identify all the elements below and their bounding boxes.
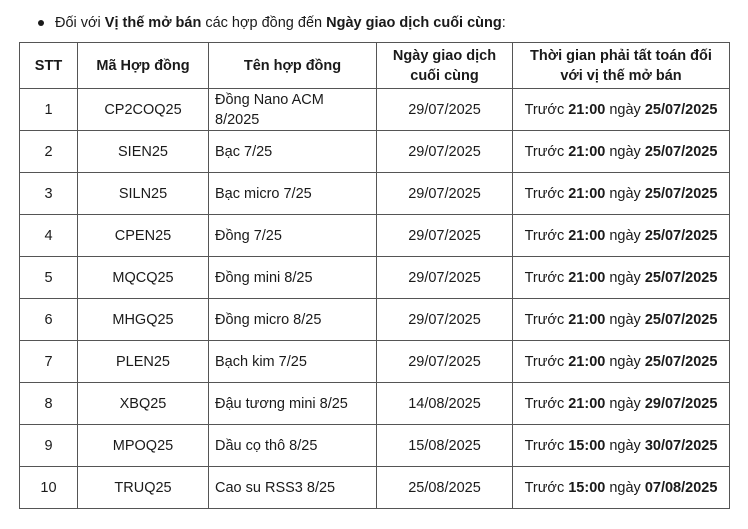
- cell-name: Đồng Nano ACM 8/2025: [209, 89, 377, 131]
- table-row: [20, 299, 730, 341]
- cell-last-day: 14/08/2025: [377, 383, 513, 425]
- deadline-time: 21:00: [568, 395, 606, 412]
- table-row: [20, 467, 730, 509]
- deadline-before: Trước: [524, 185, 569, 202]
- intro-text: [55, 15, 506, 31]
- table-row: [20, 89, 730, 131]
- cell-name: Đồng 7/25: [209, 215, 377, 257]
- deadline-day-word: ngày: [605, 479, 645, 496]
- cell-name: Bạch kim 7/25: [209, 341, 377, 383]
- deadline-before: Trước: [524, 437, 569, 454]
- deadline-day-word: ngày: [605, 437, 645, 454]
- intro-middle: các hợp đồng đến: [201, 15, 327, 31]
- cell-deadline: [513, 425, 730, 467]
- cell-code: PLEN25: [78, 341, 209, 383]
- deadline-day-word: ngày: [605, 101, 645, 118]
- deadline-time: 21:00: [568, 101, 606, 118]
- header-deadline: Thời gian phải tất toán đối với vị thế mở bán: [513, 43, 730, 89]
- deadline-date: 25/07/2025: [644, 353, 718, 370]
- cell-deadline: [513, 173, 730, 215]
- cell-last-day: 29/07/2025: [377, 257, 513, 299]
- deadline-day-word: ngày: [605, 185, 645, 202]
- deadline-day-word: ngày: [605, 395, 645, 412]
- intro-date-label: Ngày giao dịch cuối cùng: [326, 15, 502, 31]
- cell-code: CP2COQ25: [78, 89, 209, 131]
- deadline-before: Trước: [524, 395, 569, 412]
- cell-deadline: [513, 89, 730, 131]
- cell-deadline: [513, 215, 730, 257]
- cell-stt: 1: [20, 89, 78, 131]
- cell-code: MQCQ25: [78, 257, 209, 299]
- deadline-date: 07/08/2025: [644, 479, 718, 496]
- table-body: [20, 89, 730, 509]
- cell-code: XBQ25: [78, 383, 209, 425]
- deadline-date: 30/07/2025: [644, 437, 718, 454]
- cell-stt: 3: [20, 173, 78, 215]
- deadline-time: 21:00: [568, 269, 606, 286]
- cell-code: CPEN25: [78, 215, 209, 257]
- cell-code: TRUQ25: [78, 467, 209, 509]
- cell-stt: 5: [20, 257, 78, 299]
- cell-last-day: 29/07/2025: [377, 89, 513, 131]
- deadline-time: 21:00: [568, 143, 606, 160]
- cell-last-day: 29/07/2025: [377, 131, 513, 173]
- intro-position: Vị thế mở bán: [104, 15, 202, 31]
- cell-name: Bạc 7/25: [209, 131, 377, 173]
- cell-deadline: [513, 383, 730, 425]
- deadline-before: Trước: [524, 311, 569, 328]
- deadline-day-word: ngày: [605, 269, 645, 286]
- deadline-date: 29/07/2025: [644, 395, 718, 412]
- deadline-date: 25/07/2025: [644, 269, 718, 286]
- deadline-day-word: ngày: [605, 311, 645, 328]
- cell-name: Dầu cọ thô 8/25: [209, 425, 377, 467]
- table-row: [20, 215, 730, 257]
- cell-last-day: 15/08/2025: [377, 425, 513, 467]
- cell-deadline: [513, 131, 730, 173]
- deadline-before: Trước: [524, 479, 569, 496]
- cell-stt: 2: [20, 131, 78, 173]
- deadline-date: 25/07/2025: [644, 311, 718, 328]
- table-row: [20, 131, 730, 173]
- header-stt: STT: [20, 43, 78, 89]
- deadline-day-word: ngày: [605, 353, 645, 370]
- deadline-day-word: ngày: [605, 227, 645, 244]
- intro-prefix: Đối với: [55, 15, 105, 31]
- deadline-time: 15:00: [568, 437, 606, 454]
- cell-stt: 9: [20, 425, 78, 467]
- deadline-time: 21:00: [568, 311, 606, 328]
- header-row: [20, 43, 730, 89]
- contracts-table: [19, 42, 730, 509]
- cell-last-day: 29/07/2025: [377, 299, 513, 341]
- deadline-date: 25/07/2025: [644, 101, 718, 118]
- deadline-time: 21:00: [568, 227, 606, 244]
- cell-code: MHGQ25: [78, 299, 209, 341]
- cell-stt: 10: [20, 467, 78, 509]
- cell-last-day: 29/07/2025: [377, 215, 513, 257]
- cell-name: Đồng mini 8/25: [209, 257, 377, 299]
- cell-last-day: 25/08/2025: [377, 467, 513, 509]
- cell-stt: 4: [20, 215, 78, 257]
- cell-code: MPOQ25: [78, 425, 209, 467]
- table-row: [20, 173, 730, 215]
- header-name: Tên hợp đồng: [209, 43, 377, 89]
- cell-stt: 7: [20, 341, 78, 383]
- header-code: Mã Hợp đồng: [78, 43, 209, 89]
- cell-deadline: [513, 341, 730, 383]
- deadline-date: 25/07/2025: [644, 227, 718, 244]
- intro-line: [38, 12, 506, 34]
- table-row: [20, 425, 730, 467]
- table-row: [20, 257, 730, 299]
- cell-deadline: [513, 467, 730, 509]
- intro-suffix: :: [501, 15, 506, 31]
- deadline-before: Trước: [524, 101, 569, 118]
- deadline-date: 25/07/2025: [644, 185, 718, 202]
- cell-stt: 8: [20, 383, 78, 425]
- table-row: [20, 341, 730, 383]
- deadline-before: Trước: [524, 353, 569, 370]
- table-row: [20, 383, 730, 425]
- header-last-day: Ngày giao dịch cuối cùng: [377, 43, 513, 89]
- cell-name: Cao su RSS3 8/25: [209, 467, 377, 509]
- deadline-time: 21:00: [568, 353, 606, 370]
- deadline-date: 25/07/2025: [644, 143, 718, 160]
- cell-stt: 6: [20, 299, 78, 341]
- deadline-time: 15:00: [568, 479, 606, 496]
- bullet-icon: [38, 20, 44, 26]
- cell-code: SIEN25: [78, 131, 209, 173]
- cell-last-day: 29/07/2025: [377, 341, 513, 383]
- cell-code: SILN25: [78, 173, 209, 215]
- cell-deadline: [513, 299, 730, 341]
- cell-name: Bạc micro 7/25: [209, 173, 377, 215]
- cell-name: Đậu tương mini 8/25: [209, 383, 377, 425]
- deadline-before: Trước: [524, 269, 569, 286]
- cell-name: Đồng micro 8/25: [209, 299, 377, 341]
- deadline-day-word: ngày: [605, 143, 645, 160]
- deadline-time: 21:00: [568, 185, 606, 202]
- cell-deadline: [513, 257, 730, 299]
- deadline-before: Trước: [524, 143, 569, 160]
- deadline-before: Trước: [524, 227, 569, 244]
- cell-last-day: 29/07/2025: [377, 173, 513, 215]
